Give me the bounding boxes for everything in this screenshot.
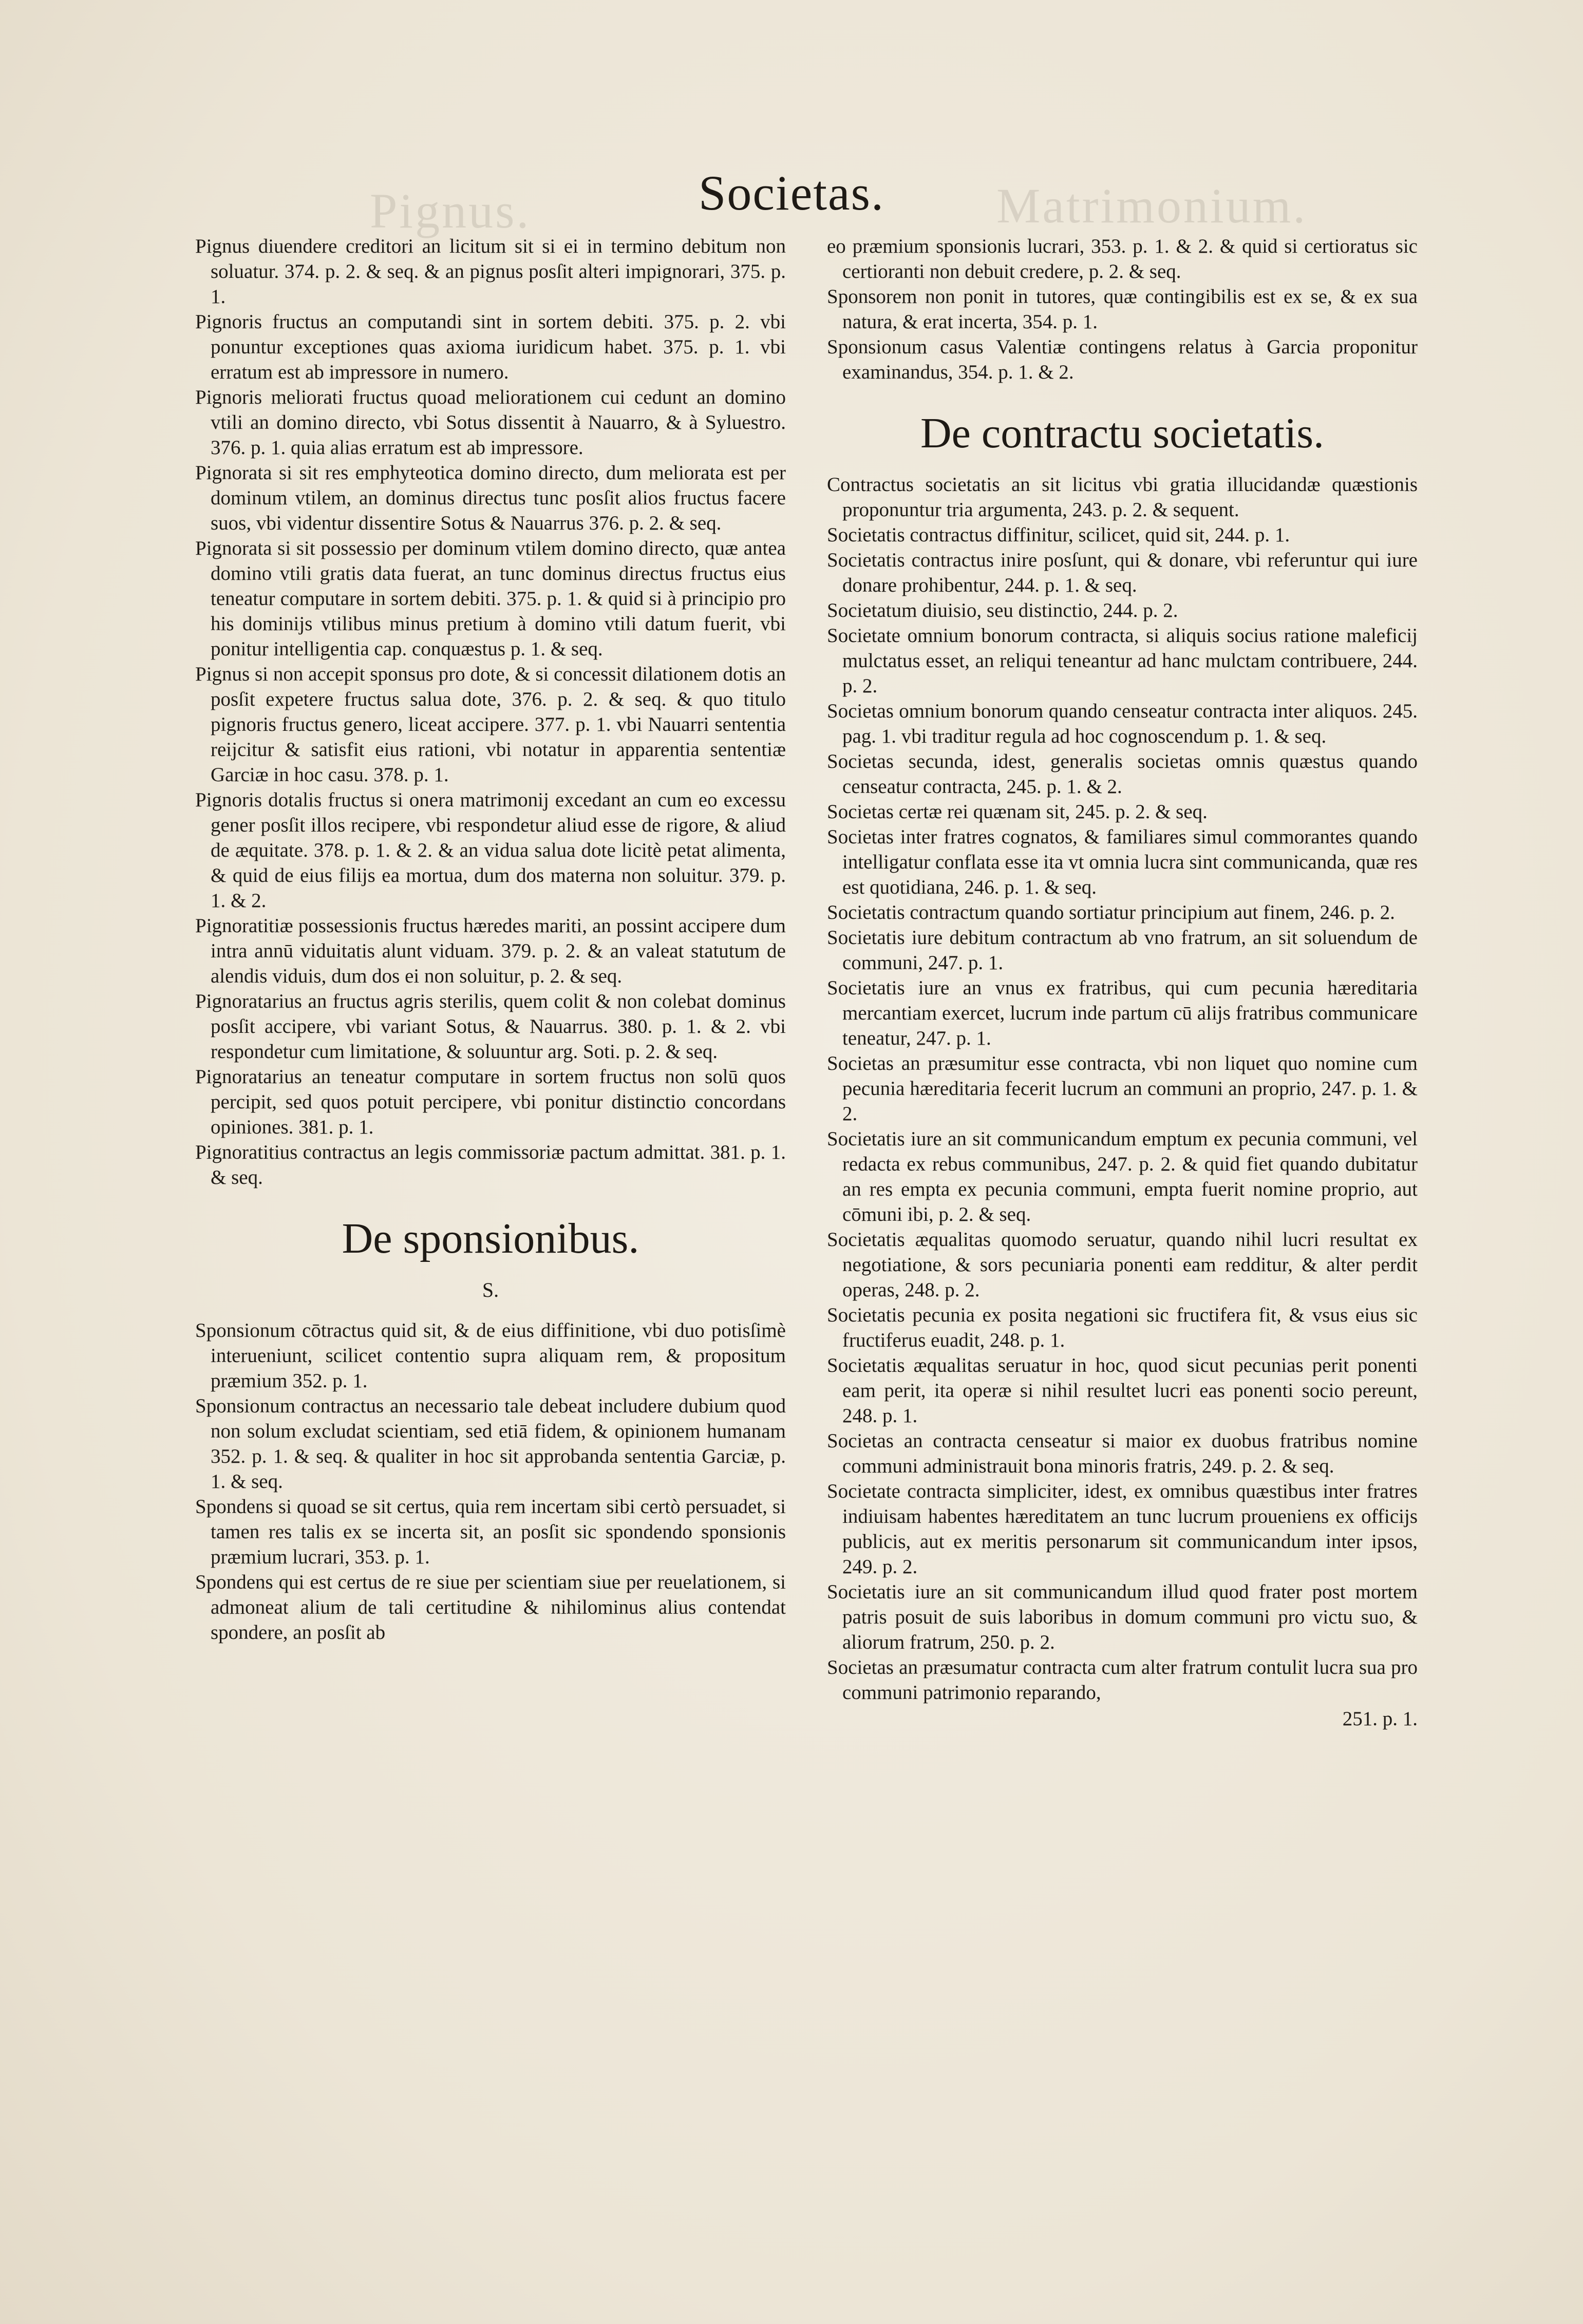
index-entry: Societas an præsumatur contracta cum alter fratrum contulit lucra sua pro communi patrimonio reparando,	[827, 1656, 1418, 1704]
index-entry: Societas certæ rei quænam sit, 245. p. 2. & seq.	[827, 801, 1208, 823]
index-entry: Sponsionum contractus an necessario tale debeat includere dubium quod non solum excludat scientiam, sed etiā fidem, & opinionem humanam 352. p. 1. & seq. & qualiter in hoc sit approbanda sententia Garciæ, p. 1. & seq.	[195, 1395, 786, 1492]
bleed-through-text: Matrimonium.	[996, 178, 1308, 233]
right-entry-list	[827, 234, 1418, 385]
page-title: Societas.	[699, 165, 884, 220]
index-entry: Societate contracta simpliciter, idest, ex omnibus quæstibus inter fratres indiuisam habentes hæreditatem an tunc lucrum proueniens ex officijs publicis, aut ex meritis personarum sit communicandum inter ipsos, 249. p. 2.	[827, 1480, 1418, 1578]
index-entry: Pignus si non accepit sponsus pro dote, & si concessit dilationem dotis an posſit expetere fructus salua dote, 376. p. 2. & seq. & quo titulo pignoris fructus genero, liceat accipere. 377. p. 1. vbi Nauarri sententia reijcitur & satisfit eius rationi, vbi notatur in apparentia sententiæ Garciæ in hoc casu. 378. p. 1.	[195, 663, 786, 786]
index-entry: Societas omnium bonorum quando censeatur contracta inter aliquos. 245. pag. 1. vbi traditur regula ad hoc cognoscendum p. 1. & seq.	[827, 700, 1418, 747]
bleed-through-text: Pignus.	[370, 183, 531, 238]
section-title-societatis: De contractu societatis.	[920, 409, 1325, 457]
sponsionibus-entry-list	[195, 1318, 786, 1645]
index-entry: Pignoratarius an fructus agris sterilis, quem colit & non colebat dominus posſit accipere, vbi variant Sotus, & Nauarrus. 380. p. 1. & 2. vbi respondetur cum limitatione, & soluuntur arg. Soti. p. 2. & seq.	[195, 990, 786, 1063]
index-entry: Pignoris dotalis fructus si onera matrimonij excedant an cum eo excessu gener posſit illos recipere, vbi respondetur aliud esse de rigore, & aliud de æquitate. 378. p. 1. & 2. & an vidua salua dote licitè petat alimenta, & quid de eius filijs ea mortua, dum dos materna non soluitur. 379. p. 1. & 2.	[195, 789, 786, 912]
index-entry: Pignoris fructus an computandi sint in sortem debiti. 375. p. 2. vbi ponuntur exceptiones quas axioma iuridicum habet. 375. p. 1. vbi erratum est ab impressore in numero.	[195, 311, 786, 383]
index-entry: Pignoris meliorati fructus quoad meliorationem cui cedunt an domino vtili an domino directo, vbi Sotus dissentit à Nauarro, & à Syluestro. 376. p. 1. quia alias erratum est ab impressore.	[195, 386, 786, 459]
index-entry: Pignoratarius an teneatur computare in sortem fructus non solū quos percipit, sed quos potuit percipere, vbi ponitur distinctio concordans opiniones. 381. p. 1.	[195, 1066, 786, 1138]
societatis-entry-list	[827, 472, 1418, 1705]
index-entry: Sponsorem non ponit in tutores, quæ contingibilis est ex se, & ex sua natura, & erat incerta, 354. p. 1.	[827, 286, 1418, 333]
index-entry: Societas an præsumitur esse contracta, vbi non liquet quo nomine cum pecunia hæreditaria fecerit lucrum an communi an proprio, 247. p. 1. & 2.	[827, 1052, 1418, 1125]
page-reference: 251. p. 1.	[1342, 1708, 1418, 1730]
index-entry: Contractus societatis an sit licitus vbi gratia illucidandæ quæstionis proponuntur tria argumenta, 243. p. 2. & sequent.	[827, 474, 1418, 521]
index-entry: Pignoratitius contractus an legis commissoriæ pactum admittat. 381. p. 1. & seq.	[195, 1141, 786, 1188]
index-entry: Societatis iure an sit communicandum emptum ex pecunia communi, vel redacta ex rebus communibus, 247. p. 2. & quid fiet quando dubitatur an res empta ex pecunia communi, empta fuerit nomine proprio, aut cōmuni ibi, p. 2. & seq.	[827, 1128, 1418, 1225]
section-title-sponsionibus: De sponsionibus.	[342, 1215, 639, 1262]
index-entry: Spondens si quoad se sit certus, quia rem incertam sibi certò persuadet, si tamen res talis ex se incerta sit, an posſit sic spondendo sponsionis præmium lucrari, 353. p. 1.	[195, 1496, 786, 1568]
index-entry: Societatis iure an sit communicandum illud quod frater post mortem patris posuit de suis laboribus in domum communi pro victu suo, & aliorum fratrum, 250. p. 2.	[827, 1581, 1418, 1653]
index-entry: Societatis contractum quando sortiatur principium aut finem, 246. p. 2.	[827, 901, 1395, 923]
index-entry: Societatis iure debitum contractum ab vno fratrum, an sit soluendum de communi, 247. p. 1.	[827, 927, 1418, 974]
index-entry: Pignoratitiæ possessionis fructus hæredes mariti, an possint accipere dum intra annū viduitatis alunt viduam. 379. p. 2. & an valeat statutum de alendis viduis, dum dos ei non soluitur, p. 2. & seq.	[195, 915, 786, 987]
index-entry: Societatis æqualitas quomodo seruatur, quando nihil lucri resultat ex negotiatione, & sors pecuniaria ponenti eam redditur, & alter perdit operas, 248. p. 2.	[827, 1229, 1418, 1301]
index-entry: Societatis iure an vnus ex fratribus, qui cum pecunia hæreditaria mercantiam exercet, lucrum inde partum cū alijs fratribus communicare teneatur, 247. p. 1.	[827, 977, 1418, 1049]
index-entry: Societatis contractus diffinitur, scilicet, quid sit, 244. p. 1.	[827, 524, 1290, 546]
index-entry: Societate omnium bonorum contracta, si aliquis socius ratione maleficij mulctatus esset, an reliqui teneantur ad hanc mulctam contribuere, 244. p. 2.	[827, 625, 1418, 697]
index-entry: Societatis pecunia ex posita negationi sic fructifera fit, & vsus eius sic fructiferus euadit, 248. p. 1.	[827, 1304, 1418, 1351]
index-entry: Sponsionum cōtractus quid sit, & de eius diffinitione, vbi duo potisſimè interueniunt, scilicet contentio supra aliquam rem, & propositum præmium 352. p. 1.	[195, 1319, 786, 1392]
index-entry: Societas inter fratres cognatos, & familiares simul commorantes quando intelligatur conflata esse ita vt omnia lucra sint communicanda, quæ res est quotidiana, 246. p. 1. & seq.	[827, 826, 1418, 898]
index-entry: Pignorata si sit possessio per dominum vtilem domino directo, quæ antea domino vtili gratis data fuerat, an tunc dominus directus fructus eius teneatur computare in sortem debiti. 375. p. 1. & quid si à principio pro his dominijs vtilibus minus pretium à domino vtili datum fuerit, vbi ponitur intelligentia cap. conquæstus p. 1. & seq.	[195, 537, 786, 660]
index-entry: eo præmium sponsionis lucrari, 353. p. 1. & 2. & quid si certioratus sic certioranti non debuit credere, p. 2. & seq.	[827, 235, 1418, 282]
left-entry-list	[195, 234, 786, 1190]
index-entry: Pignorata si sit res emphyteotica domino directo, dum meliorata est per dominum vtilem, an dominus directus tunc posſit alios fructus facere suos, vbi videntur dissentire Sotus & Nauarrus 376. p. 2. & seq.	[195, 462, 786, 534]
index-entry: Societatis contractus inire posſunt, qui & donare, vbi referuntur qui iure donare prohibentur, 244. p. 1. & seq.	[827, 549, 1418, 596]
index-entry: Sponsionum casus Valentiæ contingens relatus à Garcia proponitur examinandus, 354. p. 1. & 2.	[827, 336, 1418, 383]
index-entry: Societatum diuisio, seu distinctio, 244. p. 2.	[827, 599, 1178, 621]
index-entry: Spondens qui est certus de re siue per scientiam siue per reuelationem, si admoneat alium de tali certitudine & nihilominus alius contendat spondere, an posſit ab	[195, 1571, 786, 1643]
index-entry: Societas secunda, idest, generalis societas omnis quæstus quando censeatur contracta, 245. p. 1. & 2.	[827, 750, 1418, 798]
left-column	[195, 234, 786, 1645]
right-column	[827, 234, 1418, 1731]
index-entry: Pignus diuendere creditori an licitum sit si ei in termino debitum non soluatur. 374. p. 2. & seq. & an pignus posſit alteri impignorari, 375. p. 1.	[195, 235, 786, 308]
index-entry: Societatis æqualitas seruatur in hoc, quod sicut pecunias perit ponenti eam perit, ita operæ si nihil resultet lucri eas ponenti socio pereunt, 248. p. 1.	[827, 1354, 1418, 1427]
section-letter: S.	[482, 1278, 499, 1301]
index-entry: Societas an contracta censeatur si maior ex duobus fratribus nomine communi administrauit bona minoris fratris, 249. p. 2. & seq.	[827, 1430, 1418, 1477]
